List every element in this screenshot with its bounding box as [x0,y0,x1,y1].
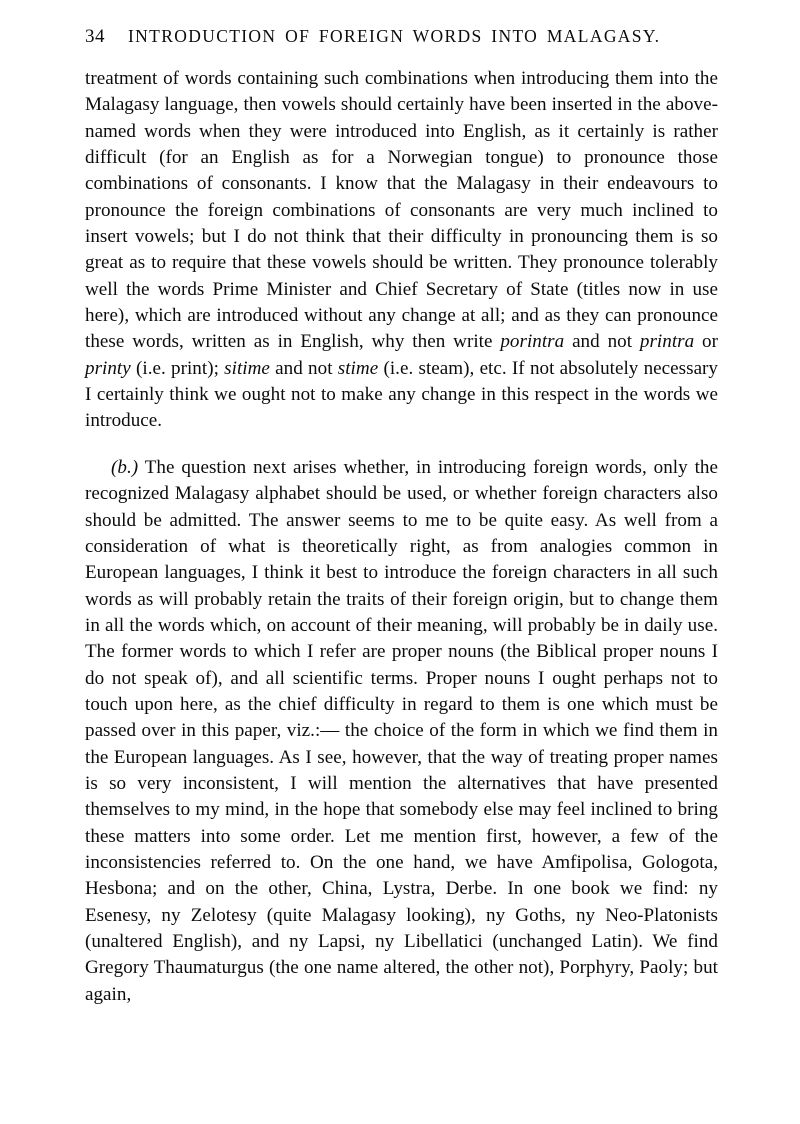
italic-term: printy [85,357,131,379]
paragraph-2 [85,455,718,1008]
body-text-block [85,66,718,1008]
paragraph-2-text [85,457,718,1005]
text-run: and not [269,357,338,379]
paragraph-label-b: (b.) [111,456,139,478]
text-run: (i.e. steam), etc. If not absolutely necessary I certainly think we ought not to make any change in this respect in the words we introduce. [85,357,719,432]
page-number: 34 [85,26,105,47]
running-head-title: INTRODUCTION OF FOREIGN WORDS INTO MALAGASY. [128,26,661,46]
italic-term: printra [639,331,695,353]
italic-term: porintra [500,331,565,353]
text-run: treatment of words containing such combinations when introducing them into the Malagasy language, then vowels should certainly have been inserted in the above-named words when they were introduced into English, as it certainly is rather difficult (for an English as for a Norwegian tongue) to pronounce those combinations of consonants. I know that the Malagasy in their endeavours to pronounce the foreign combinations of consonants are very much inclined to insert vowels; but I do not think that their difficulty in pronouncing them is so great as to require that these vowels should be written. They pronounce tolerably well the words Prime Minister and Chief Secretary of State (titles now in use here), which are introduced without any change at all; and as they can pronounce these words, written as in English, why then write [85,68,718,353]
text-run: (i.e. print); [130,357,225,379]
italic-term: stime [337,357,379,379]
text-run: and not [564,331,640,353]
paragraph-1 [85,66,718,435]
text-run: The question next arises whether, in introducing foreign words, only the recognized Malagasy alphabet should be used, or whether foreign characters also should be admitted. The answer seems to me to be quite easy. As well from a consideration of what is theoretically right, as from analogies common in European languages, I think it best to introduce the foreign characters in all such words as will probably retain the traits of their foreign origin, but to change them in all the words which, on account of their meaning, will probably be in daily use. The former words to which I refer are proper nouns (the Biblical proper nouns I do not speak of), and all scientific terms. Proper nouns I ought perhaps not to touch upon here, as the chief difficulty in regard to them is one which must be passed over in this paper, viz.:— the choice of the form in which we find them in the European languages. As I see, however, that the way of treating proper names is so very inconsistent, I will mention the alternatives that have presented themselves to my mind, in the hope that somebody else may feel inclined to bring these matters into some order. Let me mention first, however, a few of the inconsistencies referred to. On the one hand, we have Amfipolisa, Gologota, Hesbona; and on the other, China, Lystra, Derbe. In one book we find: ny Esenesy, ny Zelotesy (quite Malagasy looking), ny Goths, ny Neo-Platonists (unaltered English), and ny Lapsi, ny Libellatici (unchanged Latin). We find Gregory Thaumaturgus (the one name altered, the other not), Porphyry, Paoly; but again, [85,456,718,1005]
running-head [85,26,717,52]
italic-term: sitime [224,357,270,379]
text-run: or [694,331,718,353]
